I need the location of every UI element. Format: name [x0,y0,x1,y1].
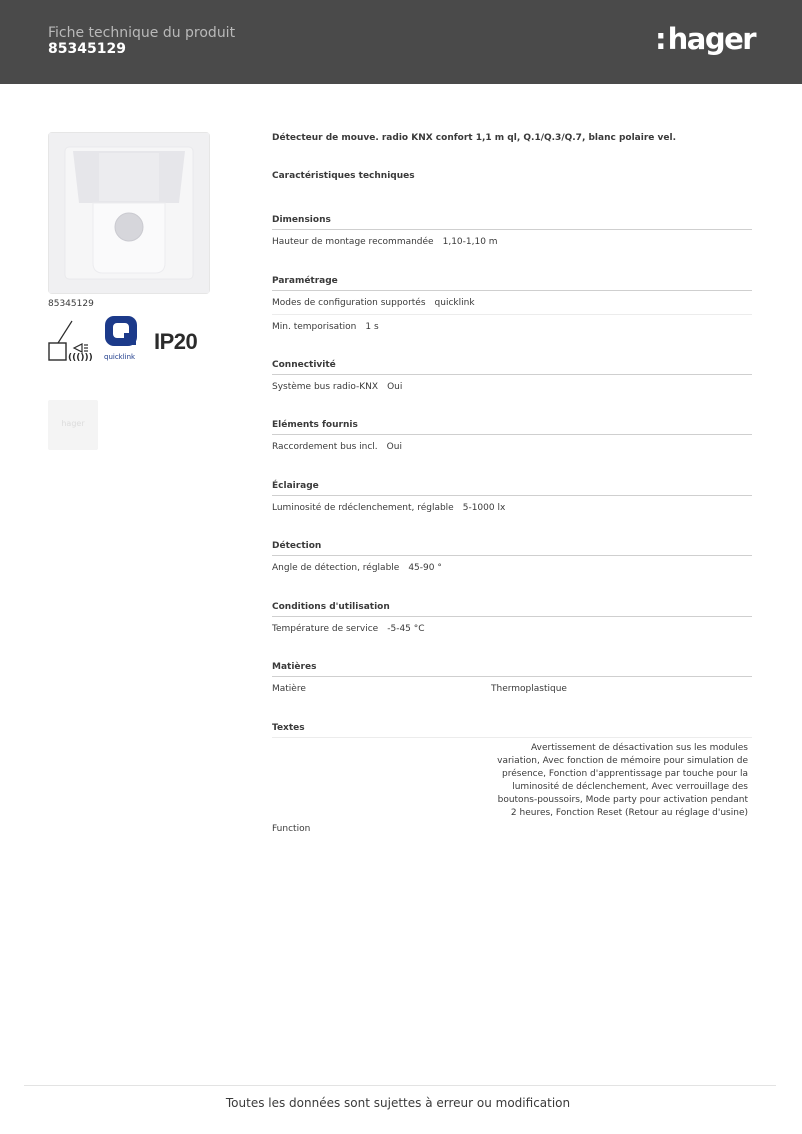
footer-divider [24,1085,776,1086]
spec-row [272,375,752,399]
spec-value: Thermoplastique [491,684,567,694]
spec-row [272,291,752,315]
document-title: Fiche technique du produit [48,25,236,41]
quicklink-label: quicklink [104,353,136,361]
spec-row [272,738,752,838]
group-title: Paramétrage [272,273,752,291]
spec-row [272,315,752,339]
group-title: Dimensions [272,212,752,230]
spec-label: Température de service [272,624,379,634]
spec-value: quicklink [434,298,475,308]
spec-label: Hauteur de montage recommandée [272,237,434,247]
footer-disclaimer: Toutes les données sont sujettes à erreur ou modification [225,1096,571,1110]
product-image [48,132,210,294]
logo-dots: : [655,22,667,56]
spec-label: Modes de configuration supportés [272,298,426,308]
spec-value: 1,10-1,10 m [442,237,498,247]
spec-label: Raccordement bus incl. [272,442,378,452]
group-title: Textes [272,720,752,738]
spec-label: Angle de détection, réglable [272,563,400,573]
spec-label: Min. temporisation [272,322,357,332]
hager-logo [655,22,755,56]
group-eclairage [272,478,752,520]
spec-label: Système bus radio-KNX [272,382,379,392]
product-reference: 85345129 [48,299,94,309]
spec-row [272,677,752,701]
spec-row [272,435,752,459]
page-header [0,0,802,84]
group-title: Connectivité [272,357,752,375]
document-reference: 85345129 [48,41,126,57]
spec-value: Oui [387,382,403,392]
product-icons [48,315,228,367]
group-title: Éclairage [272,478,752,496]
group-connectivite [272,357,752,399]
spec-value: -5-45 °C [387,624,425,634]
group-detection [272,538,752,580]
spec-value: 1 s [365,322,379,332]
group-dimensions [272,212,752,254]
group-title: Détection [272,538,752,556]
spec-label: Luminosité de rdéclenchement, réglable [272,503,454,513]
group-title: Matières [272,659,752,677]
spec-value: Avertissement de désactivation sus les modules variation, Avec fonction de mémoire pour simulation de présence, Fonction d'apprentissage par touche pour la luminosité de déclenchement, Avec verrouillage des boutons-poussoirs, Mode party pour activation pendant 2 heures, Fonction Reset (Retour au réglage d'usine) [497,743,748,818]
spec-row [272,617,752,641]
group-textes [272,720,752,838]
thumbnail-watermark: hager [61,419,85,428]
logo-text: hager [667,22,756,56]
group-elements-fournis [272,417,752,459]
group-title: Conditions d'utilisation [272,599,752,617]
spec-value: 45-90 ° [408,563,442,573]
spec-row [272,496,752,520]
ip-rating: IP20 [154,329,198,354]
motion-detector-picture [49,133,209,293]
radio-waves-label: ((())) [68,353,93,363]
section-technical-specs: Caractéristiques techniques [272,171,415,181]
spec-label: Matière [272,684,306,694]
spec-value: 5-1000 lx [462,503,506,513]
spec-label: Function [272,824,311,834]
group-parametrage [272,273,752,339]
spec-row [272,556,752,580]
product-name: Détecteur de mouve. radio KNX confort 1,1 m ql, Q.1/Q.3/Q.7, blanc polaire vel. [272,133,676,143]
spec-value: Oui [386,442,402,452]
spec-row [272,230,752,254]
group-title: Eléments fournis [272,417,752,435]
product-thumbnail[interactable] [48,400,98,450]
group-conditions [272,599,752,641]
group-matieres [272,659,752,701]
